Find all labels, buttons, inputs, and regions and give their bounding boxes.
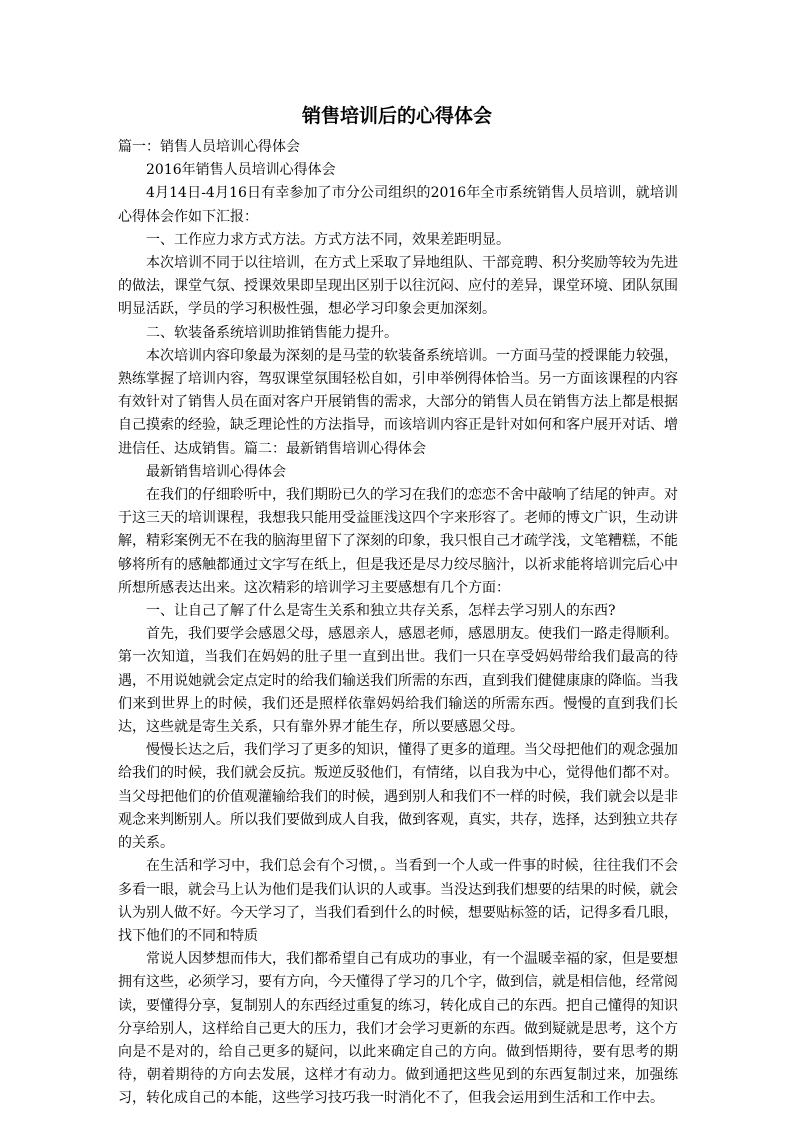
document-body [118,136,678,1111]
paragraph: 慢慢长达之后，我们学习了更多的知识，懂得了更多的道理。当父母把他们的观念强加给我们的时候，我们就会反抗。叛逆反驳他们，有情绪，以自我为中心，觉得他们都不对。当父母把他们的价值观灌输给我们的时候，遇到别人和我们不一样的时候，我们就会以是非观念来判断别人。所以我们要做到成人自我，做到客观，真实，共存，选择，达到独立共存的关系。 [118,742,678,852]
paragraph: 首先，我们要学会感恩父母，感恩亲人，感恩老师，感恩朋友。使我们一路走得顺利。第一次知道，当我们在妈妈的肚子里一直到出世。我们一只在享受妈妈带给我们最高的待遇，不用说她就会定点定时的给我们输送我们所需的东西，直到我们健健康康的降临。当我们来到世界上的时候，我们还是照样依靠妈妈给我们输送的所需东西。慢慢的直到我们长达，这些就是寄生关系，只有靠外界才能生存，所以要感恩父母。 [118,626,678,736]
paragraph: 最新销售培训心得体会 [146,463,286,480]
paragraph: 4月14日-4月16日有幸参加了市分公司组织的2016年全市系统销售人员培训，就培训心得体会作如下汇报： [118,185,678,225]
paragraph: 二、软装备系统培训助推销售能力提升。 [146,324,398,341]
paragraph: 常说人因梦想而伟大，我们都希望自己有成功的事业，有一个温暖幸福的家，但是要想拥有这些，必须学习，要有方向，今天懂得了学习的几个字，做到信，就是相信他，经常阅读，要懂得分享，复制别人的东西经过重复的练习，转化成自己的东西。把自己懂得的知识分享给别人，这样给自己更大的压力，我们才会学习更新的东西。做到疑就是思考，这个方向是不是对的，给自己更多的疑问，以此来确定自己的方向。做到悟期待，要有思考的期待，朝着期待的方向去发展，这样才有动力。做到通把这些见到的东西复制过来，加强练习，转化成自己的本能，这些学习技巧我一时消化不了，但我会运用到生活和工作中去。 [118,951,678,1107]
section-heading-1: 篇一：销售人员培训心得体会 [118,139,300,155]
paragraph: 本次培训不同于以往培训，在方式上采取了异地组队、干部竞聘、积分奖励等较为先进的做法，课堂气氛、授课效果即呈现出区别于以往沉闷、应付的差异，课堂环境、团队氛围明显活跃，学员的学习积极性强，想必学习印象会更加深刻。 [118,255,678,318]
paragraph: 一、让自己了解了什么是寄生关系和独立共存关系，怎样去学习别人的东西? [146,603,616,620]
paragraph: 在我们的仔细聆听中，我们期盼已久的学习在我们的恋恋不舍中敲响了结尾的钟声。对于这三天的培训课程，我想我只能用受益匪浅这四个字来形容了。老师的博文广识，生动讲解，精彩案例无不在我的脑海里留下了深刻的印象，我只恨自己才疏学浅，文笔糟糕，不能够将所有的感触都通过文字写在纸上，但是我还是尽力绞尽脑汁，以祈求能将培训完后心中所想所感表达出来。这次精彩的培训学习主要感想有几个方面： [118,487,678,596]
paragraph: 本次培训内容印象最为深刻的是马莹的软装备系统培训。一方面马莹的授课能力较强，熟练掌握了培训内容，驾驭课堂氛围轻松自如，引申举例得体恰当。另一方面该课程的内容有效针对了销售人员在面对客户开展销售的需求，大部分的销售人员在销售方法上都是根据自己摸索的经验，缺乏理论性的方法指导，而该培训内容正是针对如何和客户展开对话、增进信任、达成销售。篇二：最新销售培训心得体会 [118,347,678,457]
paragraph: 一、工作应力求方式方法。方式方法不同，效果差距明显。 [146,231,510,248]
document-title: 销售培训后的心得体会 [301,105,492,127]
paragraph: 在生活和学习中，我们总会有个习惯，。当看到一个人或一件事的时候，往往我们不会多看一眼，就会马上认为他们是我们认识的人或事。当没达到我们想要的结果的时候，就会认为别人做不好。今天学习了，当我们看到什么的时候，想要贴标签的话，记得多看几眼，找下他们的不同和特质 [118,858,678,944]
paragraph: 2016年销售人员培训心得体会 [146,162,336,179]
